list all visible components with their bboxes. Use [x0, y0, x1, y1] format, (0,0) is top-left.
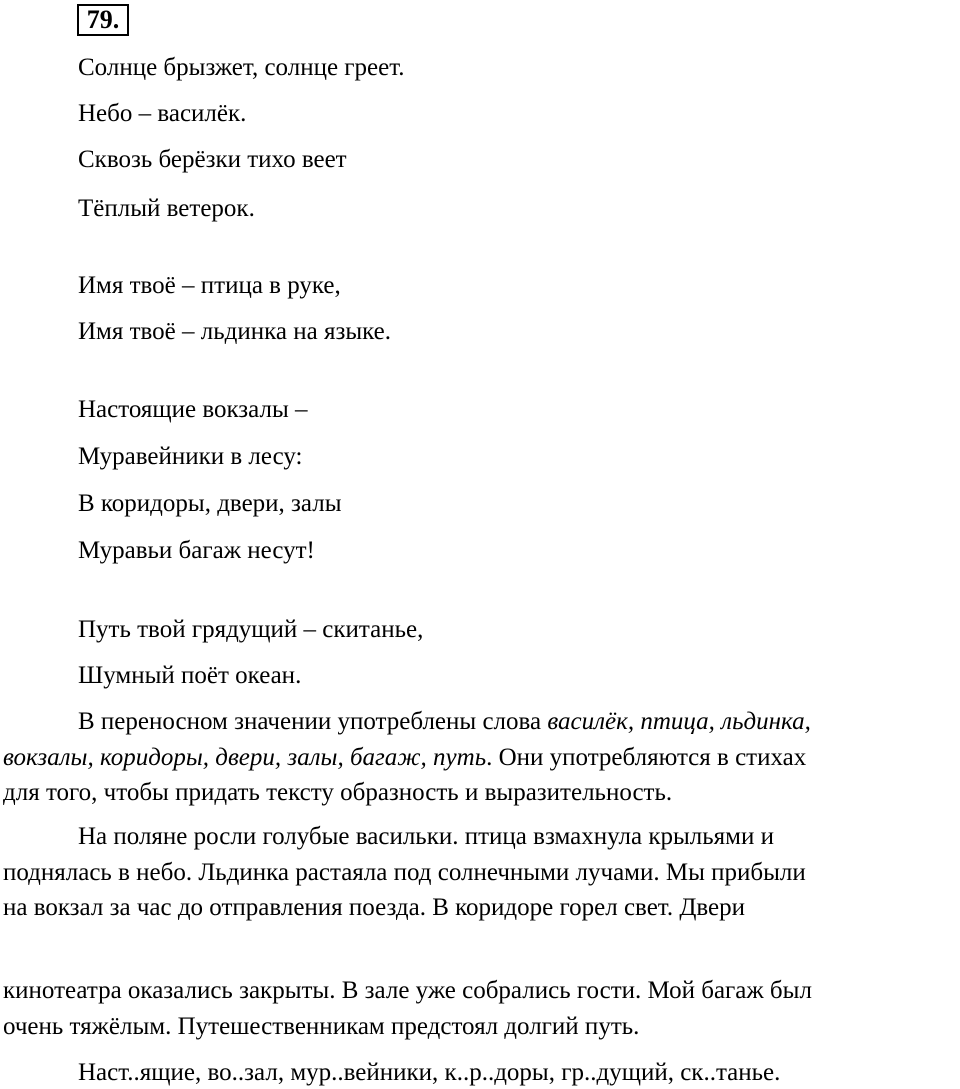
poem-line: Имя твоё – птица в руке,	[78, 272, 341, 299]
sentences-continued	[3, 973, 958, 1044]
poem-line: Тёплый ветерок.	[78, 195, 255, 222]
sentence-line: На поляне росли голубые васильки. птица взмахнула крыльями и	[78, 823, 774, 850]
exercise-number: 79.	[77, 4, 129, 36]
poem-line: Настоящие вокзалы –	[78, 396, 308, 423]
poem-line: Муравейники в лесу:	[78, 443, 303, 470]
explanation-line: для того, чтобы придать тексту образность и выразительность.	[3, 779, 673, 806]
explanation-line: вокзалы, коридоры, двери, залы, багаж, путь. Они употребляются в стихах	[3, 743, 807, 771]
sentence-line: поднялась в небо. Льдинка растаяла под солнечными лучами. Мы прибыли	[3, 858, 806, 886]
poem-line: Путь твой грядущий – скитанье,	[78, 616, 424, 643]
poem-line: Сквозь берёзки тихо веет	[78, 146, 347, 173]
poem-line: Шумный поёт океан.	[78, 662, 302, 689]
explanation-paragraph	[3, 704, 958, 811]
sentences-paragraph	[3, 819, 958, 926]
sentence-line: кинотеатра оказались закрыты. В зале уже собрались гости. Мой багаж был	[3, 977, 812, 1004]
poem-line: Имя твоё – льдинка на языке.	[78, 318, 392, 345]
poem-line: Солнце брызжет, солнце греет.	[78, 54, 405, 81]
spelling-task: Наст..ящие, во..зал, мур..вейники, к..р..доры, гр..дущий, ск..танье.	[78, 1059, 781, 1086]
poem-line: Небо – василёк.	[78, 100, 247, 127]
poem-line: Муравьи багаж несут!	[78, 537, 315, 564]
poem-line: В коридоры, двери, залы	[78, 490, 342, 517]
explanation-line: В переносном значении употреблены слова василёк, птица, льдинка,	[78, 708, 811, 735]
sentence-line: очень тяжёлым. Путешественникам предстоял долгий путь.	[3, 1012, 640, 1040]
sentence-line: на вокзал за час до отправления поезда. В коридоре горел свет. Двери	[3, 894, 746, 921]
